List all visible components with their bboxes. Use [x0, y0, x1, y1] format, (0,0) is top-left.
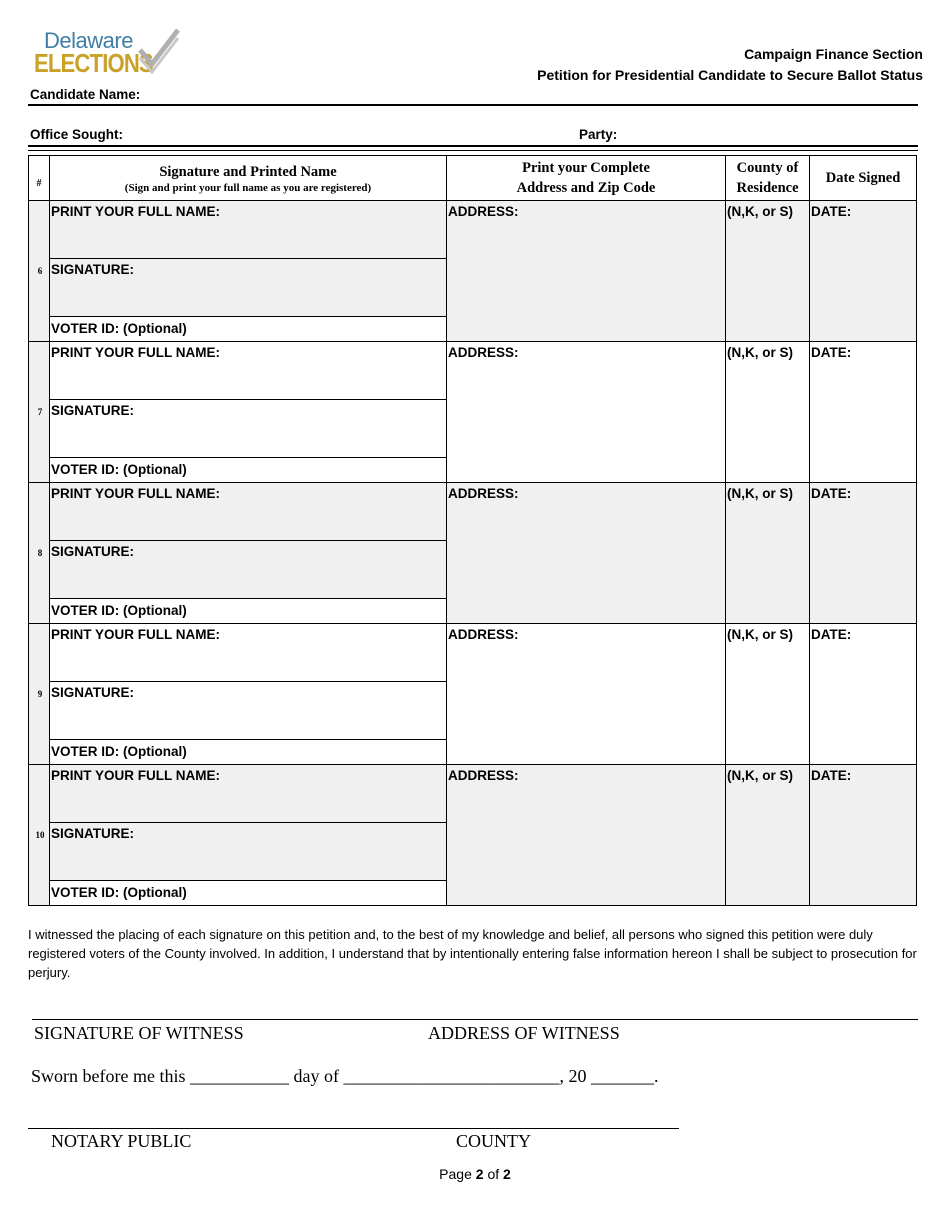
address-field[interactable]: ADDRESS: [447, 624, 726, 765]
witness-address-label: ADDRESS OF WITNESS [428, 1023, 620, 1043]
witness-signature-label: SIGNATURE OF WITNESS [34, 1023, 244, 1043]
row-number: 8 [29, 483, 50, 624]
signature-field[interactable]: SIGNATURE: [50, 259, 446, 317]
office-party-field[interactable] [28, 145, 918, 147]
candidate-name-field[interactable] [28, 104, 918, 106]
witness-statement: I witnessed the placing of each signature on this petition and, to the best of my knowledge and belief, all persons who signed this petition were duly registered voters of the County involved. In addition, I understand that by intentionally entering false information hereon I shall be subject to prosecution for perjury. [28, 927, 917, 980]
candidate-name-label: Candidate Name: [30, 87, 141, 102]
address-field[interactable]: ADDRESS: [447, 483, 726, 624]
witness-signature-line[interactable] [32, 1019, 918, 1020]
signature-cell [50, 765, 447, 906]
full-name-field[interactable]: PRINT YOUR FULL NAME: [50, 483, 446, 541]
logo-text-delaware: Delaware [44, 28, 133, 53]
date-field[interactable]: DATE: [810, 483, 917, 624]
county-field[interactable]: (N,K, or S) [726, 483, 810, 624]
full-name-field[interactable]: PRINT YOUR FULL NAME: [50, 342, 446, 400]
col-address-line1: Print your Complete [522, 160, 650, 176]
signature-field[interactable]: SIGNATURE: [50, 400, 446, 458]
col-address-line2: Address and Zip Code [516, 180, 656, 196]
col-signature-title: Signature and Printed Name [159, 163, 337, 180]
col-date-header: Date Signed [810, 156, 917, 201]
signature-field[interactable]: SIGNATURE: [50, 682, 446, 740]
col-county-header [726, 156, 810, 201]
voter-id-field[interactable]: VOTER ID: (Optional) [50, 599, 446, 623]
signature-cell [50, 201, 447, 342]
col-signature-subtitle: (Sign and print your full name as you are registered) [124, 181, 372, 194]
full-name-field[interactable]: PRINT YOUR FULL NAME: [50, 765, 446, 823]
party-label: Party: [579, 127, 618, 142]
sworn-statement-line[interactable]: Sworn before me this ___________ day of ________________________, 20 _______. [31, 1066, 659, 1086]
notary-county-label: COUNTY [456, 1131, 531, 1151]
date-field[interactable]: DATE: [810, 201, 917, 342]
checkmark-icon [134, 24, 184, 78]
col-address-header [447, 156, 726, 201]
row-number: 9 [29, 624, 50, 765]
voter-id-field[interactable]: VOTER ID: (Optional) [50, 881, 446, 905]
address-field[interactable]: ADDRESS: [447, 201, 726, 342]
full-name-field[interactable]: PRINT YOUR FULL NAME: [50, 624, 446, 682]
notary-signature-line[interactable] [28, 1128, 679, 1129]
address-field[interactable]: ADDRESS: [447, 342, 726, 483]
voter-id-field[interactable]: VOTER ID: (Optional) [51, 462, 187, 477]
date-field[interactable]: DATE: [810, 342, 917, 483]
row-number: 10 [29, 765, 50, 906]
table-row [29, 342, 917, 483]
col-county-line2: Residence [736, 180, 799, 196]
address-field[interactable]: ADDRESS: [447, 765, 726, 906]
document-title: Petition for Presidential Candidate to Secure Ballot Status [537, 67, 923, 83]
table-row [29, 765, 917, 906]
logo-text-elections: ELECTIONS [34, 48, 153, 78]
row-number: 6 [29, 201, 50, 342]
signature-field[interactable]: SIGNATURE: [50, 823, 446, 881]
document-header [537, 44, 923, 86]
voter-id-field[interactable]: VOTER ID: (Optional) [51, 744, 187, 759]
col-county-line1: County of [736, 160, 799, 176]
page-prefix: Page [439, 1166, 472, 1182]
col-signature-header [50, 156, 447, 201]
page-total: 2 [503, 1166, 511, 1182]
delaware-elections-logo [34, 24, 184, 84]
signature-table [28, 155, 917, 906]
col-number-header: # [29, 156, 50, 201]
signature-cell [50, 483, 447, 624]
full-name-field[interactable]: PRINT YOUR FULL NAME: [50, 201, 446, 259]
row-number: 7 [29, 342, 50, 483]
voter-id-field[interactable]: VOTER ID: (Optional) [50, 317, 446, 341]
table-header-row [29, 156, 917, 201]
divider [28, 150, 918, 151]
county-field[interactable]: (N,K, or S) [726, 342, 810, 483]
page-current: 2 [475, 1166, 484, 1182]
signature-cell [50, 342, 447, 483]
signature-cell [50, 624, 447, 765]
office-sought-label: Office Sought: [30, 127, 123, 142]
table-row [29, 483, 917, 624]
table-row [29, 624, 917, 765]
page-number [0, 1166, 950, 1182]
page-of: of [487, 1166, 500, 1182]
county-field[interactable]: (N,K, or S) [726, 624, 810, 765]
table-row [29, 201, 917, 342]
date-field[interactable]: DATE: [810, 624, 917, 765]
notary-public-label: NOTARY PUBLIC [51, 1131, 192, 1151]
signature-field[interactable]: SIGNATURE: [50, 541, 446, 599]
date-field[interactable]: DATE: [810, 765, 917, 906]
county-field[interactable]: (N,K, or S) [726, 201, 810, 342]
section-name: Campaign Finance Section [744, 46, 923, 62]
county-field[interactable]: (N,K, or S) [726, 765, 810, 906]
